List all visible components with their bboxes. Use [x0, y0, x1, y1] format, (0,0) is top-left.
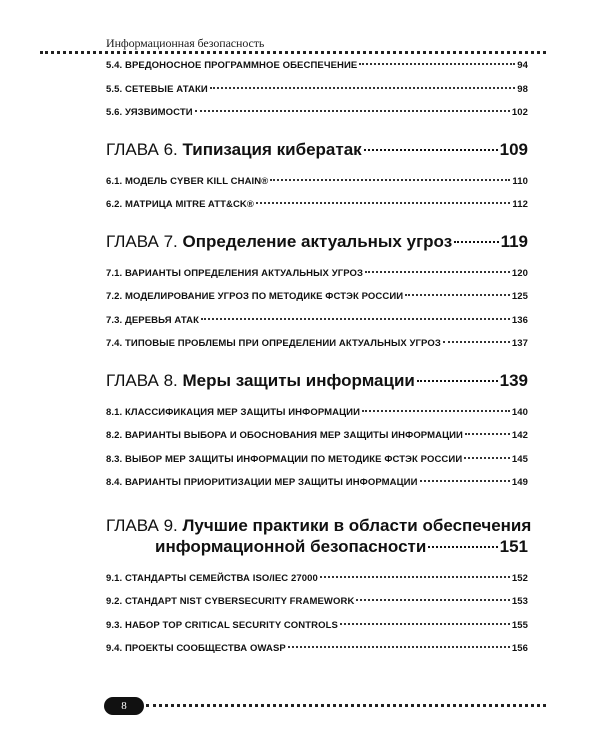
toc-chapter-8[interactable]: [106, 371, 528, 391]
toc-entry-label: 9.2. СТАНДАРТ NIST CYBERSECURITY FRAMEWORK: [106, 596, 355, 607]
chapter-name: Меры защиты информации: [182, 371, 415, 390]
dot-leader: [362, 410, 510, 412]
chapter-name-line2: информационной безопасности: [155, 537, 427, 556]
dot-leader: [464, 457, 510, 459]
dot-leader: [256, 202, 510, 204]
toc-chapter-9-line1[interactable]: [106, 516, 532, 536]
toc-entry-label: 8.1. КЛАССИФИКАЦИЯ МЕР ЗАЩИТЫ ИНФОРМАЦИИ: [106, 407, 361, 418]
toc-entry-page: 137: [511, 338, 528, 349]
dot-leader: [288, 646, 510, 648]
dot-leader: [365, 271, 510, 273]
dot-leader: [454, 241, 498, 243]
page-number-badge: 8: [104, 697, 144, 715]
chapter-page: 119: [500, 232, 528, 251]
toc-chapter-6[interactable]: [106, 140, 528, 160]
chapter-prefix: ГЛАВА 6.: [106, 140, 178, 159]
toc-entry-page: 98: [517, 84, 528, 95]
dot-leader: [405, 294, 510, 296]
toc-entry-page: 112: [512, 199, 528, 210]
toc-entry-label: 7.1. ВАРИАНТЫ ОПРЕДЕЛЕНИЯ АКТУАЛЬНЫХ УГРОЗ: [106, 268, 364, 279]
dot-leader: [210, 87, 515, 89]
toc-entry-label: 5.5. СЕТЕВЫЕ АТАКИ: [106, 84, 208, 95]
toc-entry-7-1[interactable]: [106, 268, 528, 279]
dot-leader: [465, 433, 510, 435]
toc-entry-page: 140: [511, 407, 528, 418]
footer-dotted-rule: [146, 704, 546, 707]
toc-entry-8-4[interactable]: [106, 477, 528, 488]
toc-entry-6-2[interactable]: [106, 199, 528, 210]
toc-entry-5-6[interactable]: [106, 107, 528, 118]
toc-entry-7-3[interactable]: [106, 315, 528, 326]
dot-leader: [320, 576, 510, 578]
chapter-page: 109: [499, 140, 528, 159]
dot-leader: [428, 546, 497, 548]
toc-entry-page: 153: [511, 596, 528, 607]
toc-entry-page: 145: [511, 454, 528, 465]
toc-entry-page: 110: [512, 176, 528, 187]
toc-entry-label: 5.6. УЯЗВИМОСТИ: [106, 107, 193, 118]
dot-leader: [443, 341, 510, 343]
toc-entry-page: 102: [511, 107, 528, 118]
toc-entry-page: 136: [511, 315, 528, 326]
dot-leader: [420, 480, 510, 482]
toc-entry-page: 152: [511, 573, 528, 584]
toc-entry-label: 6.1. МОДЕЛЬ CYBER KILL CHAIN®: [106, 176, 269, 187]
dot-leader: [270, 179, 510, 181]
toc-entry-label: 8.3. ВЫБОР МЕР ЗАЩИТЫ ИНФОРМАЦИИ ПО МЕТОДИКЕ ФСТЭК РОССИИ: [106, 454, 463, 465]
toc-entry-5-4[interactable]: [106, 60, 528, 71]
header-dotted-rule: [40, 51, 546, 54]
toc-entry-9-4[interactable]: [106, 643, 528, 654]
dot-leader: [201, 318, 510, 320]
toc-entry-label: 7.3. ДЕРЕВЬЯ АТАК: [106, 315, 200, 326]
dot-leader: [356, 599, 509, 601]
toc-entry-label: 8.2. ВАРИАНТЫ ВЫБОРА И ОБОСНОВАНИЯ МЕР ЗАЩИТЫ ИНФОРМАЦИИ: [106, 430, 463, 441]
dot-leader: [340, 623, 510, 625]
toc-entry-6-1[interactable]: [106, 176, 528, 187]
toc-chapter-9-line2[interactable]: [155, 537, 528, 557]
dot-leader: [364, 149, 498, 151]
toc-entry-9-2[interactable]: [106, 596, 528, 607]
running-header: Информационная безопасность: [106, 36, 265, 50]
toc-entry-label: 9.4. ПРОЕКТЫ СООБЩЕСТВА OWASP: [106, 643, 286, 654]
chapter-page: 139: [499, 371, 528, 390]
chapter-prefix: ГЛАВА 8.: [106, 371, 178, 390]
toc-entry-label: 7.4. ТИПОВЫЕ ПРОБЛЕМЫ ПРИ ОПРЕДЕЛЕНИИ АКТУАЛЬНЫХ УГРОЗ: [106, 338, 441, 349]
toc-entry-label: 9.3. НАБОР TOP CRITICAL SECURITY CONTROLS: [106, 620, 338, 631]
toc-entry-label: 7.2. МОДЕЛИРОВАНИЕ УГРОЗ ПО МЕТОДИКЕ ФСТЭК РОССИИ: [106, 291, 404, 302]
toc-entry-9-3[interactable]: [106, 620, 528, 631]
dot-leader: [359, 63, 515, 65]
dot-leader: [195, 110, 510, 112]
chapter-prefix: ГЛАВА 7.: [106, 232, 178, 251]
toc-entry-page: 149: [511, 477, 528, 488]
toc-entry-page: 142: [511, 430, 528, 441]
toc-entry-label: 5.4. ВРЕДОНОСНОЕ ПРОГРАММНОЕ ОБЕСПЕЧЕНИЕ: [106, 60, 358, 71]
toc-entry-page: 156: [511, 643, 528, 654]
toc-entry-7-4[interactable]: [106, 338, 528, 349]
toc-entry-page: 125: [511, 291, 528, 302]
toc-chapter-7[interactable]: [106, 232, 528, 252]
toc-entry-8-1[interactable]: [106, 407, 528, 418]
toc-entry-7-2[interactable]: [106, 291, 528, 302]
toc-entry-5-5[interactable]: [106, 84, 528, 95]
toc-entry-label: 6.2. МАТРИЦА MITRE ATT&CK®: [106, 199, 254, 210]
chapter-title: [106, 371, 415, 391]
toc-entry-8-3[interactable]: [106, 454, 528, 465]
chapter-name: Определение актуальных угроз: [182, 232, 453, 251]
chapter-name-line1: Лучшие практики в области обеспечения: [182, 516, 532, 535]
toc-entry-9-1[interactable]: [106, 573, 528, 584]
dot-leader: [417, 380, 498, 382]
toc-entry-label: 9.1. СТАНДАРТЫ СЕМЕЙСТВА ISO/IEC 27000: [106, 573, 318, 584]
toc-entry-page: 120: [511, 268, 528, 279]
toc-entry-page: 155: [511, 620, 528, 631]
chapter-name: Типизация кибератак: [182, 140, 362, 159]
chapter-page: 151: [499, 537, 528, 556]
chapter-title: [106, 140, 362, 160]
toc-entry-8-2[interactable]: [106, 430, 528, 441]
toc-entry-page: 94: [517, 60, 528, 71]
toc-entry-label: 8.4. ВАРИАНТЫ ПРИОРИТИЗАЦИИ МЕР ЗАЩИТЫ ИНФОРМАЦИИ: [106, 477, 418, 488]
chapter-title: [106, 232, 452, 252]
chapter-prefix: ГЛАВА 9.: [106, 516, 178, 535]
